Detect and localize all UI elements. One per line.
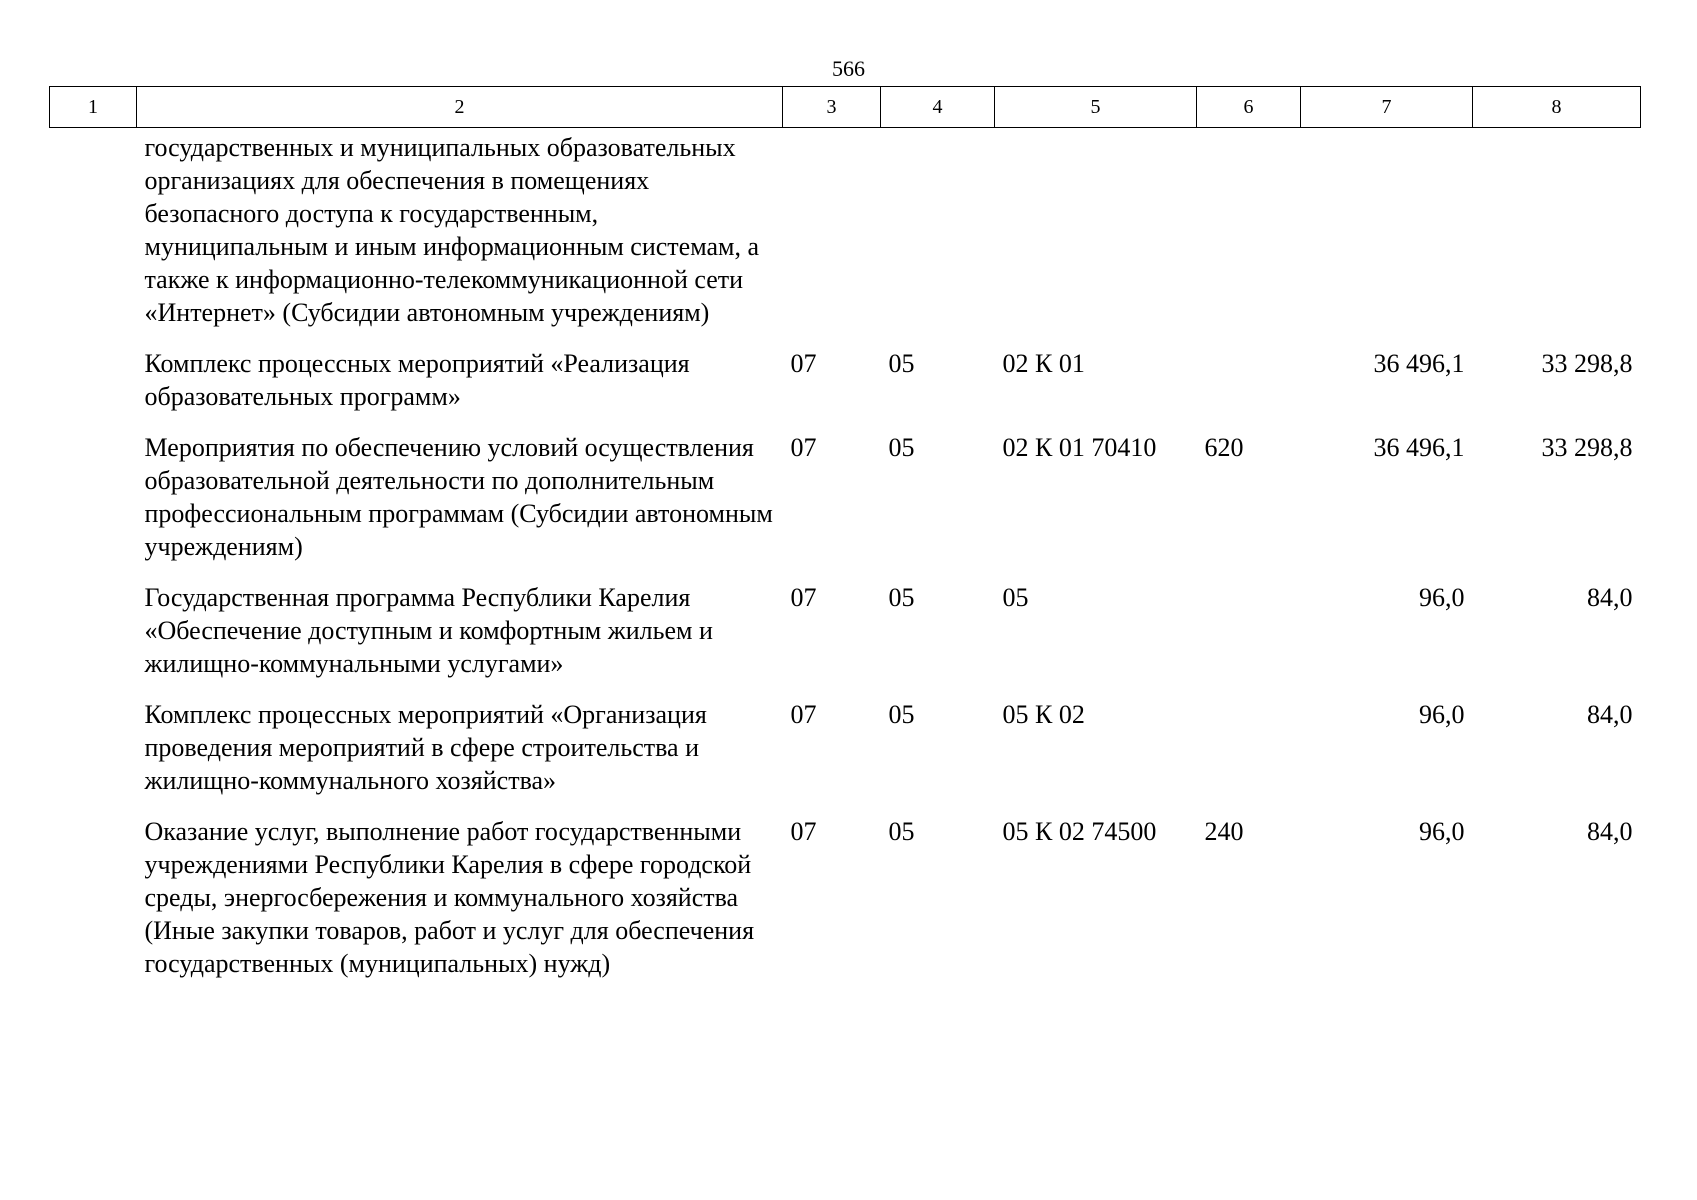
table-row — [50, 698, 1641, 815]
header-col-1: 1 — [50, 87, 137, 128]
header-col-3: 3 — [783, 87, 881, 128]
header-col-8: 8 — [1473, 87, 1641, 128]
row-section: 07 — [790, 583, 817, 612]
row-sum-col8 — [1473, 128, 1641, 348]
row-expense-kind: 240 — [1204, 817, 1244, 846]
row-section — [783, 128, 881, 348]
table-header — [50, 87, 1641, 128]
table-row — [50, 431, 1641, 581]
row-target-article: 05 К 02 — [1002, 700, 1085, 729]
row-name: Оказание услуг, выполнение работ государственными учреждениями Республики Карелия в сфере городской среды, энергосбережения и коммунального хозяйства (Иные закупки товаров, работ и услуг для обеспечения государственных (муниципальных) нужд) — [144, 817, 755, 978]
row-expense-kind — [1197, 698, 1301, 815]
row-name: Мероприятия по обеспечению условий осуществления образовательной деятельности по дополнительным профессиональным программам (Субсидии автономным учреждениям) — [144, 433, 773, 561]
row-subsection: 05 — [888, 433, 915, 462]
table-row — [50, 128, 1641, 348]
table-row — [50, 347, 1641, 431]
row-section: 07 — [790, 817, 817, 846]
row-empty-cell — [50, 128, 137, 348]
row-target-article: 02 К 01 70410 — [1002, 433, 1157, 462]
header-col-4: 4 — [881, 87, 995, 128]
header-col-7: 7 — [1301, 87, 1473, 128]
row-sum-col7: 36 496,1 — [1373, 433, 1465, 462]
row-sum-col8: 84,0 — [1587, 700, 1633, 729]
row-empty-cell — [50, 347, 137, 431]
row-expense-kind — [1197, 347, 1301, 431]
row-target-article: 05 К 02 74500 — [1002, 817, 1157, 846]
row-empty-cell — [50, 815, 137, 998]
row-empty-cell — [50, 698, 137, 815]
row-expense-kind — [1197, 581, 1301, 698]
table-row — [50, 815, 1641, 998]
row-subsection: 05 — [888, 700, 915, 729]
row-sum-col7: 36 496,1 — [1373, 349, 1465, 378]
table-row — [50, 581, 1641, 698]
header-col-2: 2 — [137, 87, 783, 128]
row-section: 07 — [790, 349, 817, 378]
header-row — [50, 87, 1641, 128]
header-col-5: 5 — [995, 87, 1197, 128]
row-sum-col7: 96,0 — [1419, 583, 1465, 612]
row-sum-col7: 96,0 — [1419, 817, 1465, 846]
row-empty-cell — [50, 431, 137, 581]
row-sum-col8: 84,0 — [1587, 583, 1633, 612]
budget-table — [49, 86, 1641, 998]
row-subsection — [881, 128, 995, 348]
row-sum-col8: 33 298,8 — [1541, 349, 1633, 378]
row-subsection: 05 — [888, 583, 915, 612]
row-sum-col8: 33 298,8 — [1541, 433, 1633, 462]
row-subsection: 05 — [888, 817, 915, 846]
page-number: 566 — [832, 56, 865, 81]
row-name: государственных и муниципальных образовательных организациях для обеспечения в помещениях безопасного доступа к государственным, муниципальным и иным информационным системам, а также к информационно-телекоммуникационной сети «Интернет» (Субсидии автономным учреждениям) — [144, 133, 760, 327]
row-name: Комплекс процессных мероприятий «Организация проведения мероприятий в сфере строительства и жилищно-коммунального хозяйства» — [144, 700, 707, 795]
row-sum-col8: 84,0 — [1587, 817, 1633, 846]
row-subsection: 05 — [888, 349, 915, 378]
row-expense-kind — [1197, 128, 1301, 348]
row-sum-col7: 96,0 — [1419, 700, 1465, 729]
row-target-article — [995, 128, 1197, 348]
row-target-article: 02 К 01 — [1002, 349, 1085, 378]
row-expense-kind: 620 — [1204, 433, 1244, 462]
row-empty-cell — [50, 581, 137, 698]
table-body — [50, 128, 1641, 999]
row-section: 07 — [790, 433, 817, 462]
row-name: Государственная программа Республики Карелия «Обеспечение доступным и комфортным жильем и жилищно-коммунальными услугами» — [144, 583, 713, 678]
row-section: 07 — [790, 700, 817, 729]
row-name: Комплекс процессных мероприятий «Реализация образовательных программ» — [144, 349, 690, 411]
row-sum-col7 — [1301, 128, 1473, 348]
row-target-article: 05 — [1002, 583, 1029, 612]
header-col-6: 6 — [1197, 87, 1301, 128]
